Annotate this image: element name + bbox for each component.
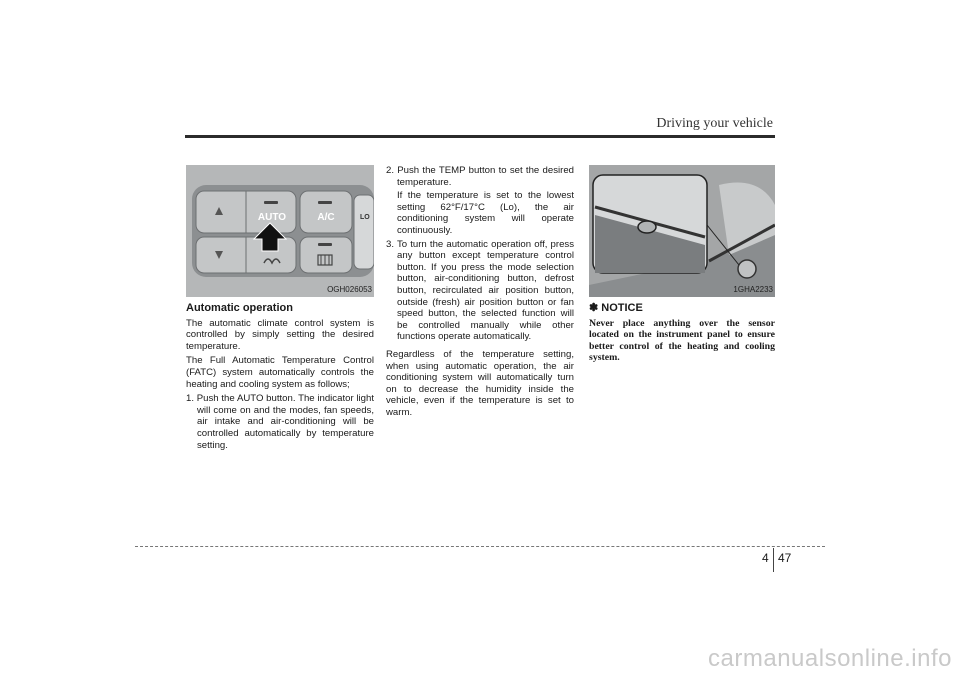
step-1: 1. Push the AUTO button. The indicator light will come on and the modes, fan speeds, air intake and air-conditioning will be controlled automatically by temperature setting. — [186, 393, 374, 451]
column-1 — [186, 165, 374, 453]
lo-label: LO — [360, 214, 370, 221]
ac-button-label: A/C — [317, 212, 335, 223]
notice-body: Never place anything over the sensor located on the instrument panel to ensure better control of the heating and cooling system. — [589, 317, 775, 364]
figure-id: OGH026053 — [327, 285, 372, 295]
step-3: 3. To turn the automatic operation off, press any button except temperature control button. If you press the mode selection button, air-conditioning button, defrost button, recirculated air position button, outside (fresh) air position button or fan speed button, the selected function will be controlled manually while other functions operate automatically. — [386, 238, 574, 343]
paragraph: Regardless of the temperature setting, when using automatic operation, the air conditioning system will automatically turn on to decrease the humidity inside the vehicle, even if the temperature is set to warm. — [386, 348, 574, 418]
sensor-location-photo — [589, 165, 775, 297]
climate-control-illustration — [186, 165, 374, 297]
notice-title — [589, 303, 775, 315]
sensor-icon — [638, 221, 656, 233]
footer-divider — [773, 548, 774, 572]
footer-rule — [135, 546, 825, 547]
header-rule — [185, 135, 775, 138]
header-title: Driving your vehicle — [656, 116, 773, 131]
step-2-note: If the temperature is set to the lowest setting 62°F/17°C (Lo), the air conditioning system will operate continuously. — [397, 190, 574, 236]
section-title: Automatic operation — [186, 302, 293, 314]
step-2: 2. Push the TEMP button to set the desired temperature. — [386, 165, 574, 188]
figure-id: 1GHA2233 — [733, 285, 773, 295]
column-3 — [589, 165, 775, 364]
paragraph: The Full Automatic Temperature Control (FATC) system automatically controls the heating and cooling system as follows; — [186, 355, 374, 390]
paragraph: The automatic climate control system is controlled by simply setting the desired temperature. — [186, 317, 374, 352]
column-2 — [386, 165, 574, 421]
notice-symbol-icon: ✽ — [589, 302, 599, 314]
chapter-number: 4 — [762, 551, 769, 565]
watermark: carmanualsonline.info — [708, 645, 952, 672]
auto-button-label: AUTO — [257, 212, 287, 223]
notice-title-text: NOTICE — [601, 302, 643, 314]
climate-control-photo — [186, 165, 374, 297]
page-number: 47 — [778, 551, 792, 565]
sensor-illustration — [589, 165, 775, 297]
